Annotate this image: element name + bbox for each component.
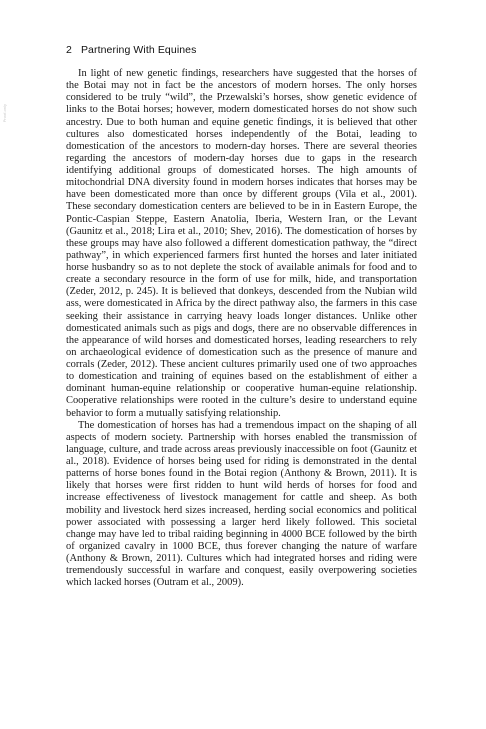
paragraph: The domestication of horses has had a tremendous impact on the shaping of all aspects of modern society. Partnership with horses enabled the transmission of language, culture, and trade across areas previously inaccessible on foot (Gaunitz et al., 2018). Evidence of horses being used for riding is demonstrated in the dental patterns of horse bones found in the Botai region (Anthony & Brown, 2011). It is likely that horses were first ridden to hunt wild herds of horses for food and increase effectiveness of livestock management for cattle and sheep. As both mobility and livestock herd sizes increased, herding social economics and political power associated with possessing a larger herd likely followed. This societal change may have led to tribal raiding beginning in 4000 BCE followed by the birth of organized cavalry in 1000 BCE, thus forever changing the nature of warfare (Anthony & Brown, 2011). Cultures which had integrated horses and riding were tremendously successful in warfare and conquest, easily overpowering societies which lacked horses (Outram et al., 2009). [66,419,417,589]
body-text [66,68,417,589]
running-title: Partnering With Equines [80,44,197,56]
paragraph: In light of new genetic findings, researchers have suggested that the horses of the Botai may not in fact be the ancestors of modern horses. The only horses considered to be truly “wild”, the Przewalski’s horses, show genetic evidence of links to the Botai horses; however, modern domesticated horses do not show such ancestry. Due to both human and equine genetic findings, it is believed that other cultures also domesticated horses independently of the Botai, leading to domestication of the ancestors to modern-day horses. There are several theories regarding the ancestors of modern-day horses due to gaps in the research identifying additional groups of domesticated horses. The high amounts of mitochondrial DNA diversity found in modern horses indicates that horses may be have been domesticated more than once by different groups (Vila et al., 2001). These secondary domestication centers are believed to be in in Eastern Europe, the Pontic-Caspian Steppe, Eastern Anatolia, Iberia, Western Iran, or the Levant (Gaunitz et al., 2018; Lira et al., 2010; Shev, 2016). The domestication of horses by these groups may have also followed a different domestication pathway, the “direct pathway”, in which experienced farmers first hunted the horses and later initiated horse husbandry so as to not deplete the stock of available animals for food and to create a secondary resource in the form of use for milk, hide, and transportation (Zeder, 2012, p. 245). It is believed that donkeys, descended from the Nubian wild ass, were domesticated in Africa by the direct pathway also, the farmers in this case seeking their assistance in carrying heavy loads longer distances. Unlike other domesticated animals such as pigs and dogs, there are no observable differences in the appearance of wild horses and domesticated horses, leading researchers to rely on archaeological evidence of domestication such as the presence of manure and corrals (Zeder, 2012). These ancient cultures primarily used one of two approaches to domestication and training of equines based on the establishment of either a dominant human-equine relationship or cooperative human-equine relationship. Cooperative relationships were rooted in the culture’s desire to understand equine behavior to form a mutually satisfying relationship. [66,68,417,419]
page-number: 2 [66,44,72,56]
margin-watermark: Proof‑only [2,104,7,123]
running-head [66,44,196,56]
